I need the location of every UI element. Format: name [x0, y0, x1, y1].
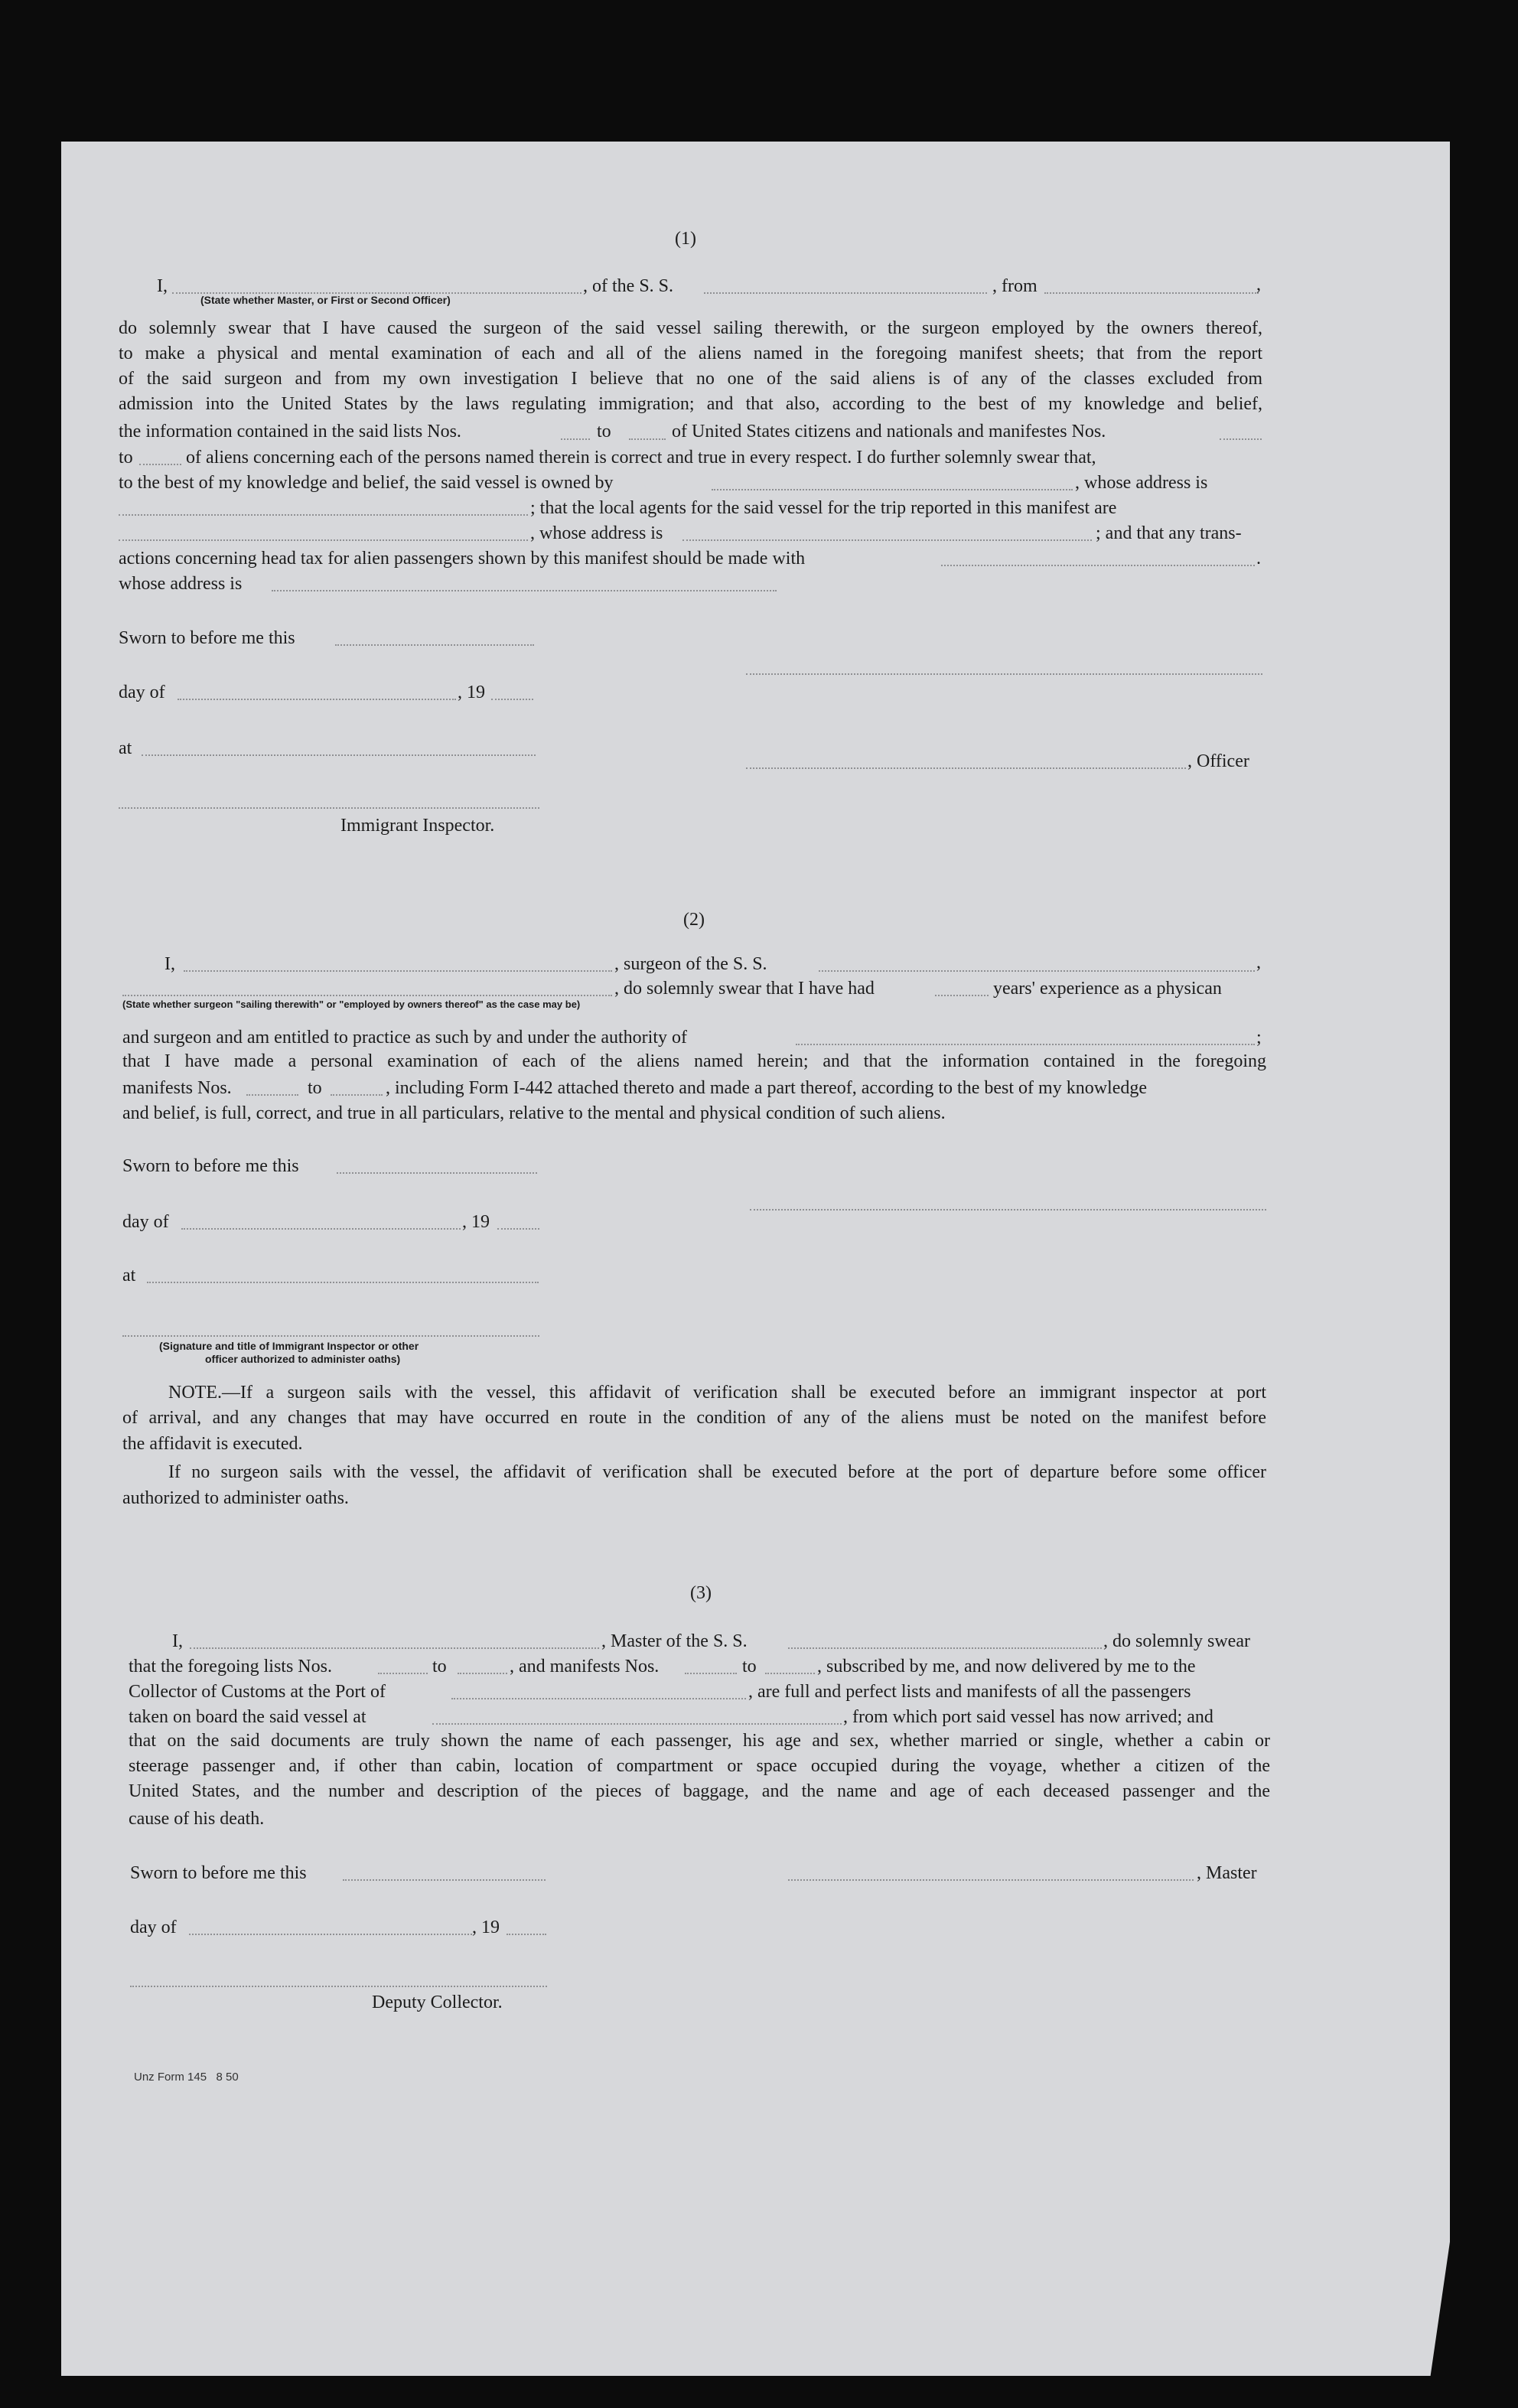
note2-paragraph — [122, 1460, 1266, 1485]
year-label: , 19 — [472, 1918, 500, 1937]
to-label: to — [119, 448, 133, 468]
vessel-name-field[interactable] — [704, 292, 987, 294]
of-ss-label: , of the S. S. — [583, 276, 674, 296]
year-label: , 19 — [458, 683, 485, 702]
sworn-label: Sworn to before me this — [119, 628, 295, 648]
agents-address-field[interactable] — [682, 539, 1092, 541]
sworn-label: Sworn to before me this — [122, 1156, 299, 1176]
manifest-to-field[interactable] — [139, 464, 181, 465]
day-of-label: day of — [130, 1918, 177, 1937]
to-label: to — [308, 1078, 322, 1098]
officer-note: (State whether Master, or First or Second Officer) — [200, 294, 451, 306]
collector-label: Collector of Customs at the Port of — [129, 1682, 386, 1702]
surgeon-note: (State whether surgeon "sailing therewith" or "employed by owners thereof" as the case may be) — [122, 999, 581, 1010]
note-line: of arrival, and any changes that may have occurred en route in the condition of any of the aliens must be noted on the manifest before — [122, 1408, 1266, 1428]
head-tax-address-field[interactable] — [272, 590, 777, 591]
section3-i: I, — [172, 1631, 183, 1651]
vessel-name-field[interactable] — [819, 970, 1255, 972]
manifest-to-field[interactable] — [765, 1673, 815, 1674]
form-number: Unz Form 145 8 50 — [134, 2071, 239, 2084]
paragraph-line: that on the said documents are truly shown the name of each passenger, his age and sex, whether married or single, whether a cabin or — [129, 1731, 1270, 1751]
end-comma: , — [1256, 275, 1261, 295]
section2-i: I, — [165, 954, 175, 974]
at-label: at — [119, 738, 132, 758]
paragraph-line: that I have made a personal examination of each of the aliens named herein; and that the information contained in the foregoing — [122, 1051, 1266, 1071]
semicolon: ; — [1256, 1028, 1262, 1048]
place-field[interactable] — [142, 754, 536, 756]
from-which-label: , from which port said vessel has now arrived; and — [843, 1707, 1213, 1727]
month-field[interactable] — [181, 1228, 461, 1230]
note-line: authorized to administer oaths. — [122, 1488, 349, 1508]
place-field[interactable] — [147, 1282, 539, 1283]
whose-address-label: , whose address is — [1075, 473, 1208, 493]
us-citizens-label: of United States citizens and nationals and manifestes Nos. — [672, 422, 1106, 442]
inspector-label: Immigrant Inspector. — [340, 816, 495, 836]
inspector-signature-field[interactable] — [122, 1335, 539, 1337]
signature-note: officer authorized to administer oaths) — [205, 1353, 401, 1365]
list-to-field[interactable] — [458, 1673, 507, 1674]
section3-paragraph — [129, 1729, 1270, 1804]
period: . — [1256, 549, 1261, 569]
section-number: (1) — [675, 229, 696, 249]
signature-note: (Signature and title of Immigrant Inspector or other — [159, 1340, 419, 1352]
and-manifests-label: , and manifests Nos. — [510, 1657, 660, 1676]
section-number: (3) — [690, 1583, 712, 1603]
swear-label: , do solemnly swear that I have had — [614, 979, 875, 999]
paragraph-line: of the said surgeon and from my own investigation I believe that no one of the said aliens is of any of the classes excluded from — [119, 369, 1262, 389]
list-from-field[interactable] — [378, 1673, 428, 1674]
sworn-date-field[interactable] — [343, 1879, 546, 1881]
embark-port-field[interactable] — [432, 1723, 842, 1725]
signature-line[interactable] — [746, 673, 1262, 675]
officer-signature-field[interactable] — [746, 767, 1186, 769]
year-label: , 19 — [462, 1212, 490, 1232]
taken-label: taken on board the said vessel at — [129, 1707, 366, 1727]
master-of-label: , Master of the S. S. — [601, 1631, 748, 1651]
list-from-field[interactable] — [561, 438, 590, 440]
entitled-label: and surgeon and am entitled to practice as such by and under the authority of — [122, 1028, 687, 1048]
owner-field[interactable] — [712, 489, 1073, 490]
note-line: NOTE.—If a surgeon sails with the vessel, this affidavit of verification shall be executed before an immigrant inspector at port — [168, 1383, 1266, 1403]
manifest-to-field[interactable] — [331, 1094, 383, 1096]
swear-label: , do solemnly swear — [1103, 1631, 1250, 1651]
manifest-from-field[interactable] — [685, 1673, 737, 1674]
master-label: , Master — [1197, 1863, 1257, 1883]
surgeon-status-field[interactable] — [122, 995, 612, 996]
note-line: If no surgeon sails with the vessel, the affidavit of verification shall be executed before at the port of departure before some officer — [168, 1462, 1266, 1482]
note-line: the affidavit is executed. — [122, 1434, 303, 1454]
inspector-signature-field[interactable] — [119, 807, 539, 809]
list-to-field[interactable] — [629, 438, 666, 440]
manifest-from-field[interactable] — [246, 1094, 298, 1096]
from-label: , from — [992, 276, 1038, 296]
including-label: , including Form I-442 attached thereto and made a part thereof, according to the best of my knowledge — [386, 1078, 1148, 1098]
signature-line[interactable] — [750, 1209, 1266, 1211]
note-paragraph — [122, 1380, 1266, 1431]
sworn-label: Sworn to before me this — [130, 1863, 307, 1883]
sworn-date-field[interactable] — [337, 1172, 537, 1174]
to-label: to — [742, 1657, 757, 1676]
head-tax-field[interactable] — [941, 565, 1255, 566]
to-label: to — [432, 1657, 447, 1676]
paragraph-line: cause of his death. — [129, 1809, 265, 1829]
surgeon-of-label: , surgeon of the S. S. — [614, 954, 767, 974]
authority-field[interactable] — [796, 1044, 1255, 1045]
deputy-collector-label: Deputy Collector. — [372, 1993, 503, 2012]
sworn-date-field[interactable] — [335, 644, 534, 646]
paragraph-line: to make a physical and mental examination of each and all of the aliens named in the foregoing manifest sheets; that from the report — [119, 344, 1262, 363]
info-label: the information contained in the said lists Nos. — [119, 422, 461, 442]
section2-line — [122, 1049, 1266, 1074]
master-signature-field[interactable] — [788, 1879, 1194, 1881]
vessel-name-field[interactable] — [788, 1647, 1102, 1649]
whose-address-label: , whose address is — [530, 523, 663, 543]
aliens-label: of aliens concerning each of the persons named therein is correct and true in every respect. I do further solemnly swear that, — [186, 448, 1096, 468]
day-of-label: day of — [119, 683, 165, 702]
day-of-label: day of — [122, 1212, 169, 1232]
trans-label: ; and that any trans- — [1096, 523, 1242, 543]
foregoing-label: that the foregoing lists Nos. — [129, 1657, 332, 1676]
port-field[interactable] — [451, 1698, 746, 1699]
collector-signature-field[interactable] — [130, 1986, 547, 1987]
paragraph-line: admission into the United States by the laws regulating immigration; and that also, according to the best of my knowledge and belief, — [119, 394, 1262, 414]
section1-paragraph — [119, 316, 1262, 417]
at-label: at — [122, 1266, 136, 1285]
full-perfect-label: , are full and perfect lists and manifests of all the passengers — [748, 1682, 1191, 1702]
from-port-field[interactable] — [1044, 292, 1259, 294]
owner-address-field[interactable] — [119, 514, 528, 516]
end-comma: , — [1256, 953, 1261, 973]
officer-label: , Officer — [1187, 751, 1249, 771]
head-tax-label: actions concerning head tax for alien passengers shown by this manifest should be made with — [119, 549, 806, 569]
year-field[interactable] — [491, 699, 533, 700]
paragraph-line: do solemnly swear that I have caused the surgeon of the said vessel sailing therewith, or the surgeon employed by the owners thereof, — [119, 318, 1262, 338]
paragraph-line: and belief, is full, correct, and true in all particulars, relative to the mental and physical condition of such aliens. — [122, 1103, 946, 1123]
manifests-label: manifests Nos. — [122, 1078, 232, 1098]
to-label: to — [597, 422, 611, 442]
year-field[interactable] — [507, 1934, 546, 1935]
month-field[interactable] — [178, 699, 456, 700]
local-agents-label: ; that the local agents for the said vessel for the trip reported in this manifest are — [530, 498, 1117, 518]
agents-field[interactable] — [119, 539, 528, 541]
paragraph-line: United States, and the number and description of the pieces of baggage, and the name and age of each deceased passenger and the — [129, 1781, 1270, 1801]
years-field[interactable] — [935, 995, 989, 996]
surgeon-name-field[interactable] — [184, 970, 612, 972]
paragraph-line: steerage passenger and, if other than cabin, location of compartment or space occupied during the voyage, whether a citizen of the — [129, 1756, 1270, 1776]
owned-by-label: to the best of my knowledge and belief, the said vessel is owned by — [119, 473, 614, 493]
month-field[interactable] — [189, 1934, 472, 1935]
whose-address-label: whose address is — [119, 574, 243, 594]
section-number: (2) — [683, 910, 705, 930]
year-field[interactable] — [497, 1228, 539, 1230]
years-label: years' experience as a physican — [993, 979, 1222, 999]
manifest-from-field[interactable] — [1220, 438, 1262, 440]
section1-i: I, — [157, 276, 168, 296]
master-name-field[interactable] — [190, 1647, 599, 1649]
subscribed-label: , subscribed by me, and now delivered by me to the — [817, 1657, 1196, 1676]
